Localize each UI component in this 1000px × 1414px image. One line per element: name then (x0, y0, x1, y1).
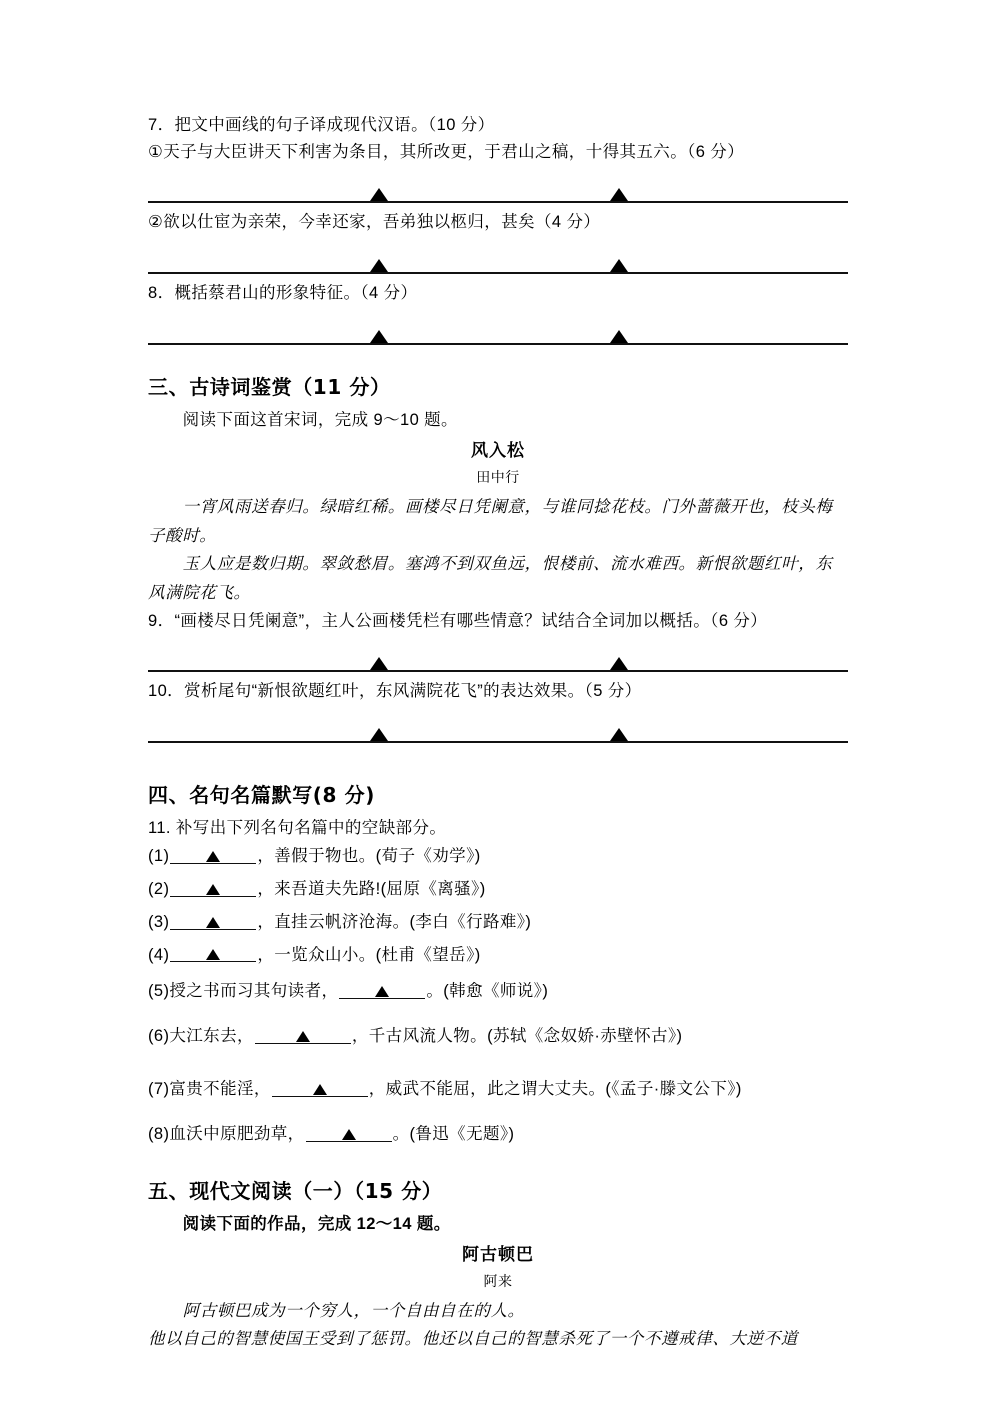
fill-item-number: (3) (148, 912, 170, 931)
section-5-title: 五、现代文阅读（一）（15 分） (148, 1178, 443, 1203)
poem-author: 田中行 (476, 468, 520, 485)
blank-marker-triangle-icon (370, 259, 388, 272)
passage-paragraph-2: 他以自己的智慧使国王受到了惩罚。他还以自己的智慧杀死了一个不遵戒律、大逆不道 (148, 1329, 798, 1349)
fill-item-text: ，威武不能屈，此之谓大丈夫。(《孟子·滕文公下》) (368, 1079, 742, 1098)
blank-marker-triangle-icon (296, 1031, 310, 1042)
blank-marker-triangle-icon (370, 330, 388, 343)
answer-rule (148, 741, 848, 743)
answer-rule (148, 272, 848, 274)
fill-item-number: (8) (148, 1124, 170, 1143)
blank-marker-triangle-icon (610, 657, 628, 670)
blank-marker-triangle-icon (370, 657, 388, 670)
poem-title: 风入松 (471, 440, 525, 460)
fill-blank[interactable] (170, 877, 256, 897)
question-7-prompt: 7．把文中画线的句子译成现代汉语。（10 分） (148, 116, 495, 134)
blank-marker-triangle-icon (610, 188, 628, 201)
fill-blank[interactable] (170, 943, 256, 963)
blank-marker-triangle-icon (206, 884, 220, 895)
answer-line-q7-2[interactable] (148, 236, 848, 280)
answer-rule (148, 201, 848, 203)
question-9-prompt: 9．“画楼尽日凭阑意”，主人公画楼凭栏有哪些情意？试结合全词加以概括。（6 分） (148, 611, 768, 630)
blank-marker-triangle-icon (206, 851, 220, 862)
section-3-title: 三、古诗词鉴赏（11 分） (148, 374, 391, 399)
fill-item-2[interactable] (148, 877, 848, 900)
fill-item-6[interactable] (148, 1024, 848, 1047)
blank-marker-triangle-icon (610, 728, 628, 741)
blank-marker-triangle-icon (313, 1084, 327, 1095)
answer-line-q9[interactable] (148, 634, 848, 678)
blank-marker-triangle-icon (370, 188, 388, 201)
question-8-prompt: 8．概括蔡君山的形象特征。（4 分） (148, 284, 418, 303)
answer-line-q8[interactable] (148, 307, 848, 351)
poem-stanza-2: 玉人应是数归期。翠敛愁眉。塞鸿不到双鱼远，恨楼前、流水难西。新恨欲题红叶，东风满院花飞。 (148, 554, 833, 602)
blank-marker-triangle-icon (375, 986, 389, 997)
answer-line-q7-1[interactable] (148, 165, 848, 209)
fill-item-number: (7) (148, 1079, 170, 1098)
fill-item-text: ，来吾道夫先路!(屈原《离骚》) (257, 879, 486, 898)
blank-marker-triangle-icon (206, 917, 220, 928)
fill-blank[interactable] (272, 1077, 368, 1097)
fill-item-text: ，善假于物也。(荀子《劝学》) (257, 847, 481, 866)
blank-marker-triangle-icon (610, 330, 628, 343)
fill-item-4[interactable] (148, 943, 848, 966)
section-4-instruction: 11. 补写出下列名句名篇中的空缺部分。 (148, 819, 447, 838)
fill-blank[interactable] (306, 1122, 392, 1142)
fill-item-3[interactable] (148, 910, 848, 933)
fill-item-text: ，千古风流人物。(苏轼《念奴娇·赤壁怀古》) (351, 1027, 683, 1046)
fill-item-number: (4) (148, 945, 170, 964)
question-7-item-1: ①天子与大臣讲天下利害为条目，其所改更，于君山之稿，十得其五六。（6 分） (148, 142, 745, 161)
fill-item-number: (6) (148, 1027, 170, 1046)
fill-item-number: (2) (148, 879, 170, 898)
page-content (148, 112, 848, 1354)
blank-marker-triangle-icon (610, 259, 628, 272)
fill-item-number: (1) (148, 847, 170, 866)
fill-item-prefix: 血沃中原肥劲草， (169, 1124, 305, 1143)
work-author: 阿来 (483, 1272, 513, 1289)
fill-blank[interactable] (170, 910, 256, 930)
answer-rule (148, 343, 848, 345)
fill-item-text: 。(韩愈《师说》) (426, 982, 549, 1001)
blank-marker-triangle-icon (370, 728, 388, 741)
fill-item-prefix: 富贵不能淫， (169, 1079, 271, 1098)
fill-item-8[interactable] (148, 1122, 848, 1145)
answer-rule (148, 670, 848, 672)
fill-item-number: (5) (148, 982, 170, 1001)
section-5-instruction: 阅读下面的作品，完成 12～14 题。 (182, 1214, 451, 1233)
work-title: 阿古顿巴 (462, 1244, 534, 1264)
fill-blank[interactable] (170, 844, 256, 864)
fill-blank[interactable] (255, 1024, 351, 1044)
fill-item-1[interactable] (148, 844, 848, 867)
section-4-title: 四、名句名篇默写(8 分) (148, 783, 375, 808)
fill-item-text: ，直挂云帆济沧海。(李白《行路难》) (257, 912, 532, 931)
question-10-prompt: 10．赏析尾句“新恨欲题红叶，东风满院花飞”的表达效果。（5 分） (148, 682, 642, 701)
fill-item-prefix: 授之书而习其句读者， (169, 982, 339, 1001)
answer-line-q10[interactable] (148, 705, 848, 749)
fill-blank[interactable] (339, 979, 425, 999)
fill-item-5[interactable] (148, 979, 848, 1002)
passage-paragraph-1: 阿古顿巴成为一个穷人，一个自由自在的人。 (182, 1300, 525, 1320)
fill-item-prefix: 大江东去， (169, 1027, 254, 1046)
question-7-item-2: ②欲以仕宦为亲荣，今幸还家，吾弟独以柩归，甚矣（4 分） (148, 213, 601, 232)
fill-item-7[interactable] (148, 1077, 848, 1100)
poem-stanza-1: 一宵风雨送春归。绿暗红稀。画楼尽日凭阑意，与谁同捻花枝。门外蔷薇开也，枝头梅子酸时。 (148, 496, 833, 545)
section-3-instruction: 阅读下面这首宋词，完成 9～10 题。 (182, 410, 458, 429)
blank-marker-triangle-icon (206, 949, 220, 960)
fill-item-text: 。(鲁迅《无题》) (392, 1124, 515, 1143)
fill-item-text: ，一览众山小。(杜甫《望岳》) (257, 945, 481, 964)
blank-marker-triangle-icon (342, 1129, 356, 1140)
